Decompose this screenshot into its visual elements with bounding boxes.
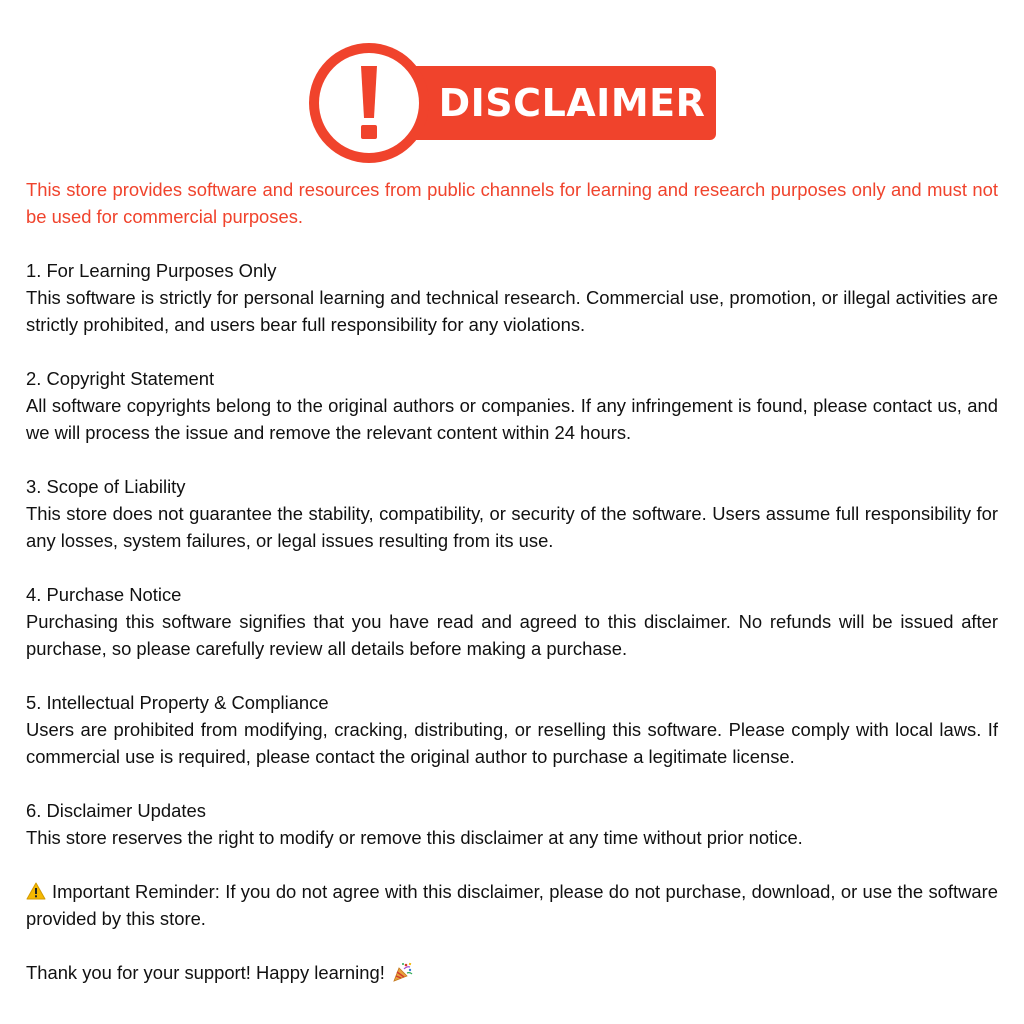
section-title: 5. Intellectual Property & Compliance (26, 692, 329, 713)
section-body: This store does not guarantee the stability, compatibility, or security of the software. Users assume full responsibility for any losses, system failures, or legal issues resulting from its use. (26, 503, 998, 551)
section-title: 3. Scope of Liability (26, 476, 186, 497)
section-body: This software is strictly for personal learning and technical research. Commercial use, promotion, or illegal activities are strictly prohibited, and users bear full responsibility for any violations. (26, 287, 998, 335)
party-popper-icon (392, 961, 414, 983)
section-body: This store reserves the right to modify or remove this disclaimer at any time without prior notice. (26, 827, 803, 848)
section-learning-purposes (26, 257, 998, 338)
section-intellectual-property (26, 689, 998, 770)
disclaimer-content (26, 176, 998, 986)
important-reminder (26, 878, 998, 932)
thanks-message (26, 959, 998, 986)
section-title: 6. Disclaimer Updates (26, 800, 206, 821)
section-body: Users are prohibited from modifying, cracking, distributing, or reselling this software. Please comply with local laws. If commercial use is required, please contact the original author to purchase a legitimate license. (26, 719, 998, 767)
section-title: 2. Copyright Statement (26, 368, 215, 389)
intro-notice: This store provides software and resources from public channels for learning and research purposes only and must not be used for commercial purposes. (26, 179, 998, 227)
warning-icon (26, 882, 46, 900)
section-body: Purchasing this software signifies that you have read and agreed to this disclaimer. No refunds will be issued after purchase, so please carefully review all details before making a purchase. (26, 611, 998, 659)
section-liability (26, 473, 998, 554)
thanks-text: Thank you for your support! Happy learning! (26, 962, 385, 983)
section-title: 1. For Learning Purposes Only (26, 260, 277, 281)
section-title: 4. Purchase Notice (26, 584, 182, 605)
section-copyright (26, 365, 998, 446)
section-body: All software copyrights belong to the original authors or companies. If any infringement is found, please contact us, and we will process the issue and remove the relevant content within 24 hours. (26, 395, 998, 443)
section-purchase-notice (26, 581, 998, 662)
section-disclaimer-updates (26, 797, 998, 851)
disclaimer-badge-label: DISCLAIMER (438, 81, 706, 125)
exclamation-circle-icon (306, 40, 432, 166)
disclaimer-badge (306, 40, 718, 166)
reminder-text: Important Reminder: If you do not agree with this disclaimer, please do not purchase, download, or use the software provided by this store. (26, 881, 998, 929)
